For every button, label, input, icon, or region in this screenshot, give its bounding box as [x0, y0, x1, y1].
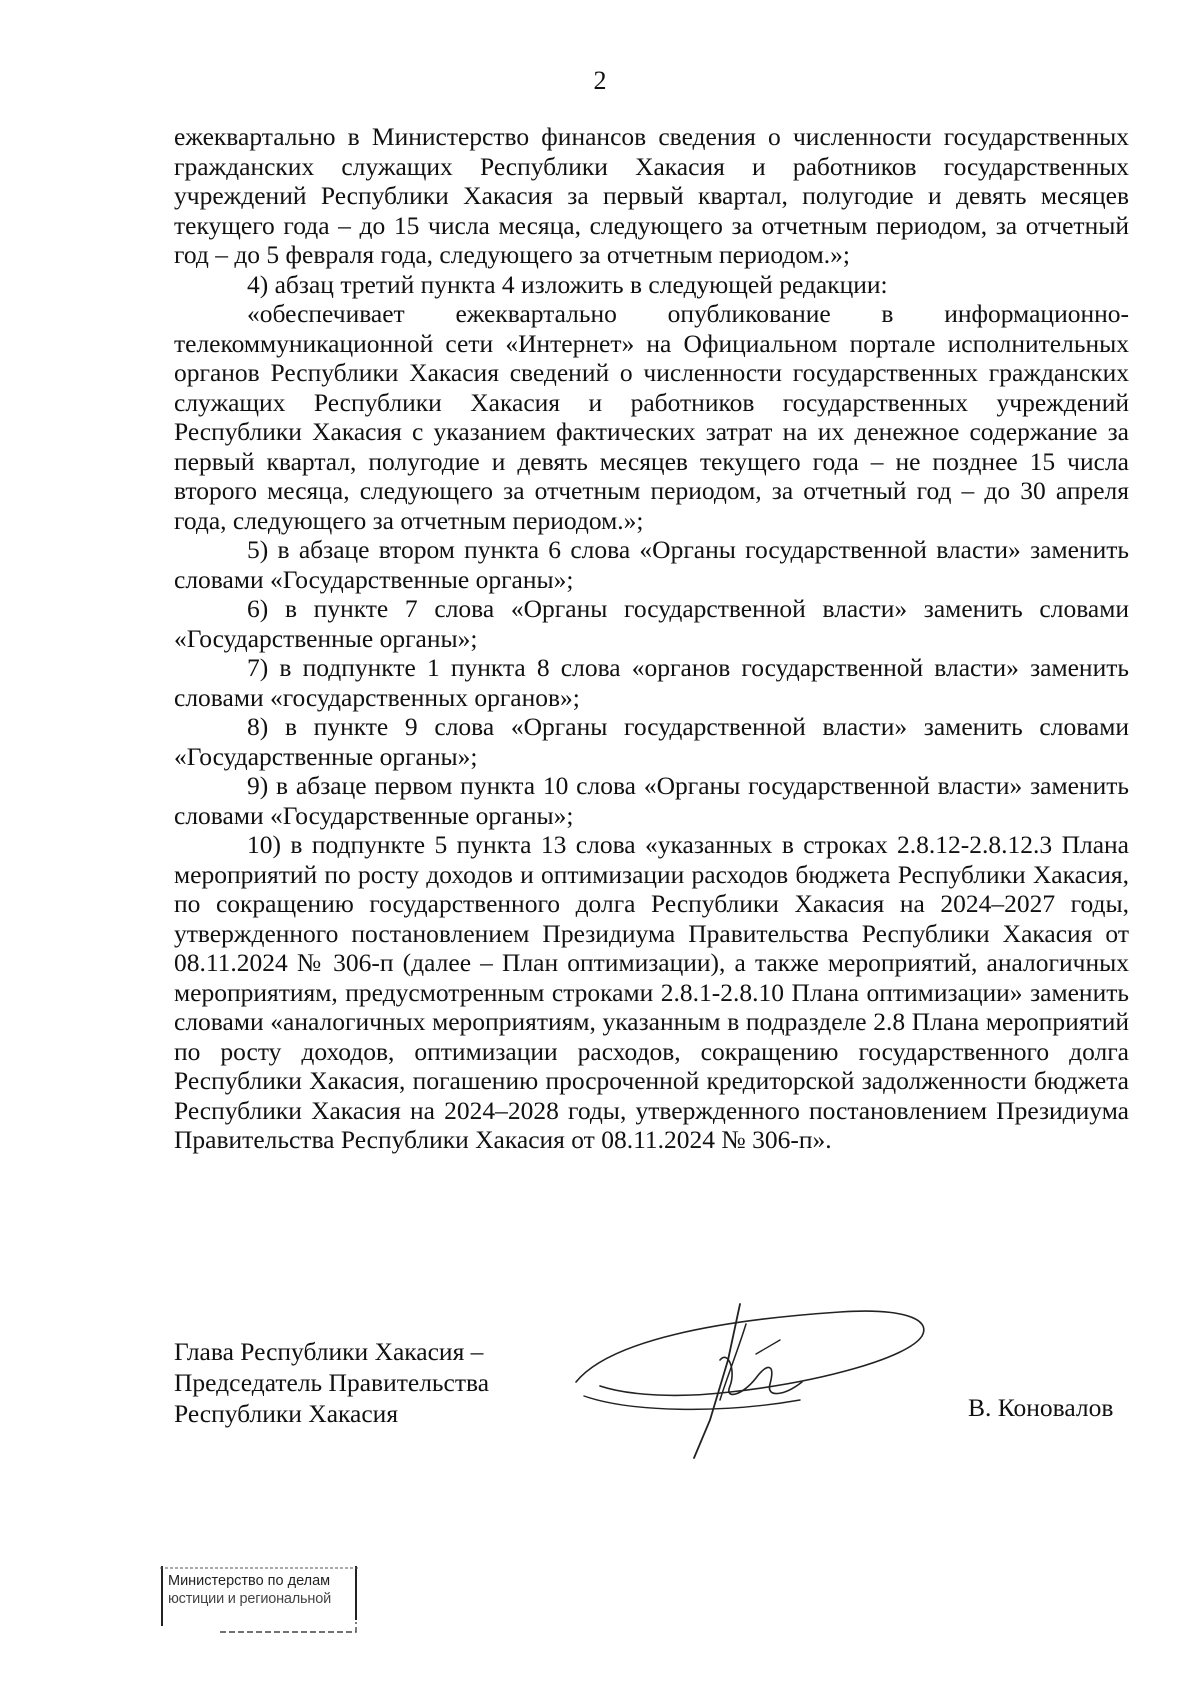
paragraph: 6) в пункте 7 слова «Органы государственной власти» заменить словами «Государственные органы»;: [174, 594, 1129, 653]
stamp-text: юстиции и региональной: [168, 1591, 331, 1607]
paragraph: 4) абзац третий пункта 4 изложить в следующей редакции:: [247, 269, 888, 299]
registration-stamp: [160, 1566, 360, 1638]
signatory-name: В. Коновалов: [968, 1393, 1114, 1422]
paragraph: «обеспечивает ежеквартально опубликование в информационно-телекоммуникационной сети «Интернет» на Официальном портале исполнительных органов Республики Хакасия сведений о численности государственных гражданских служащих Республики Хакасия и работников государственных учреждений Республики Хакасия с указанием фактических затрат на их денежное содержание за первый квартал, полугодие и девять месяцев текущего года – не позднее 15 числа второго месяца, следующего за отчетным периодом, за отчетный год – до 30 апреля года, следующего за отчетным периодом.»;: [174, 299, 1129, 535]
handwritten-signature: [570, 1300, 940, 1460]
signatory-position: [174, 1336, 489, 1429]
signatory-position-line: Республики Хакасия: [174, 1399, 399, 1428]
paragraph: 10) в подпункте 5 пункта 13 слова «указанных в строках 2.8.12-2.8.12.3 Плана мероприятий по росту доходов и оптимизации расходов бюджета Республики Хакасия, по сокращению государственного долга Республики Хакасия на 2024–2027 годы, утвержденного постановлением Президиума Правительства Республики Хакасия от 08.11.2024 № 306-п (далее – План оптимизации), а также мероприятий, аналогичных мероприятиям, предусмотренным строками 2.8.1-2.8.10 Плана оптимизации» заменить словами «аналогичных мероприятиям, указанным в подразделе 2.8 Плана мероприятий по росту доходов, оптимизации расходов, сокращению государственного долга Республики Хакасия, погашению просроченной кредиторской задолженности бюджета Республики Хакасия на 2024–2028 годы, утвержденного постановлением Президиума Правительства Республики Хакасия от 08.11.2024 № 306-п».: [174, 830, 1129, 1154]
signatory-position-line: Председатель Правительства: [174, 1368, 490, 1397]
signatory-position-line: Глава Республики Хакасия –: [174, 1337, 484, 1366]
paragraph: 5) в абзаце втором пункта 6 слова «Органы государственной власти» заменить словами «Государственные органы»;: [174, 535, 1129, 594]
stamp-text: Министерство по делам: [168, 1573, 331, 1589]
page-number: 2: [593, 66, 607, 95]
document-body: [174, 122, 1129, 1155]
paragraph: 9) в абзаце первом пункта 10 слова «Органы государственной власти» заменить словами «Государственные органы»;: [174, 771, 1129, 830]
paragraph: 8) в пункте 9 слова «Органы государственной власти» заменить словами «Государственные органы»;: [174, 712, 1129, 771]
paragraph: ежеквартально в Министерство финансов сведения о численности государственных гражданских служащих Республики Хакасия и работников государственных учреждений Республики Хакасия за первый квартал, полугодие и девять месяцев текущего года – до 15 числа месяца, следующего за отчетным периодом, за отчетный год – до 5 февраля года, следующего за отчетным периодом.»;: [174, 122, 1129, 269]
paragraph: 7) в подпункте 1 пункта 8 слова «органов государственной власти» заменить словами «государственных органов»;: [174, 653, 1129, 712]
